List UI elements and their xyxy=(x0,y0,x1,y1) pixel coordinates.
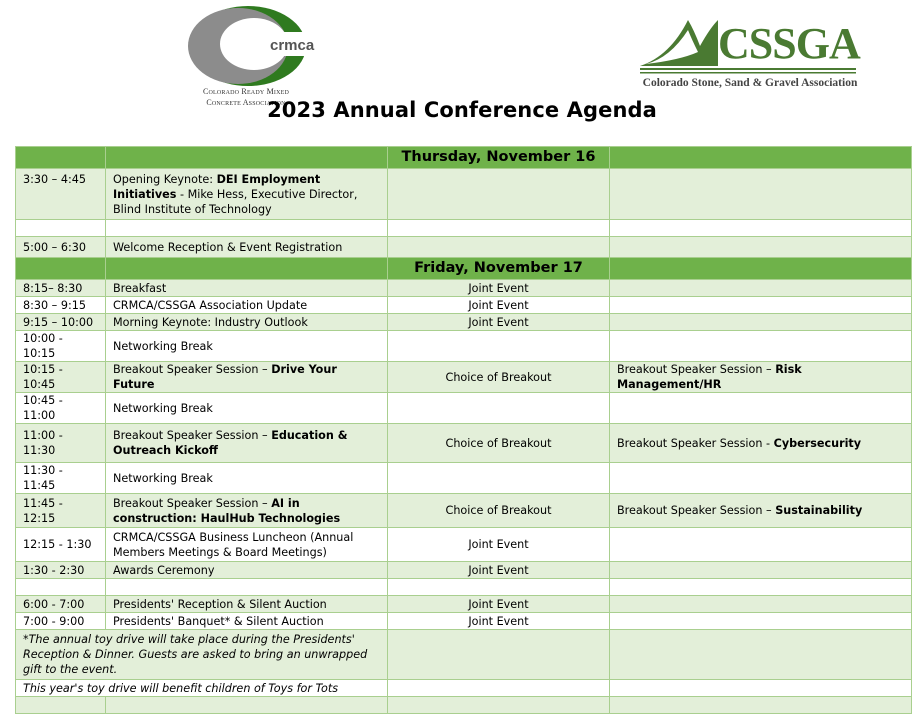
breakout-cell xyxy=(610,169,912,220)
breakout-cell xyxy=(610,579,912,596)
session-cell: CRMCA/CSSGA Business Luncheon (Annual Members Meetings & Board Meetings) xyxy=(106,528,388,562)
session-cell: Breakfast xyxy=(106,280,388,297)
session-cell: Networking Break xyxy=(106,331,388,362)
agenda-row xyxy=(16,424,912,463)
session-cell: Morning Keynote: Industry Outlook xyxy=(106,314,388,331)
time-cell: 11:45 - 12:15 xyxy=(16,494,106,528)
session-cell: Breakout Speaker Session – Education & Outreach Kickoff xyxy=(106,424,388,463)
breakout-cell xyxy=(610,463,912,494)
format-cell: Joint Event xyxy=(388,280,610,297)
agenda-row xyxy=(16,220,912,237)
session-cell: Awards Ceremony xyxy=(106,562,388,579)
breakout-cell xyxy=(610,331,912,362)
breakout-cell: Breakout Speaker Session – Sustainability xyxy=(610,494,912,528)
time-cell: 10:15 - 10:45 xyxy=(16,362,106,393)
time-cell xyxy=(16,220,106,237)
format-cell xyxy=(388,579,610,596)
session-cell: Presidents' Reception & Silent Auction xyxy=(106,596,388,613)
time-cell: 1:30 - 2:30 xyxy=(16,562,106,579)
day-label: Friday, November 17 xyxy=(388,258,610,280)
session-cell: Networking Break xyxy=(106,463,388,494)
agenda-row xyxy=(16,297,912,314)
time-cell: 7:00 - 9:00 xyxy=(16,613,106,630)
breakout-cell xyxy=(610,393,912,424)
agenda-row xyxy=(16,562,912,579)
session-cell: Breakout Speaker Session – AI in construction: HaulHub Technologies xyxy=(106,494,388,528)
agenda-row xyxy=(16,314,912,331)
toy-drive-note: *The annual toy drive will take place during the Presidents' Reception & Dinner. Guests are asked to bring an unwrapped gift to the event. xyxy=(16,630,388,680)
agenda-row xyxy=(16,237,912,258)
agenda-row xyxy=(16,463,912,494)
crmca-mark-text: crmca xyxy=(270,37,315,54)
time-cell: 6:00 - 7:00 xyxy=(16,596,106,613)
format-cell xyxy=(388,463,610,494)
agenda-row xyxy=(16,280,912,297)
breakout-cell xyxy=(610,280,912,297)
breakout-cell xyxy=(610,562,912,579)
time-cell: 10:00 - 10:15 xyxy=(16,331,106,362)
format-cell: Joint Event xyxy=(388,314,610,331)
agenda-row xyxy=(16,362,912,393)
day-label: Thursday, November 16 xyxy=(388,147,610,169)
time-cell: 8:15– 8:30 xyxy=(16,280,106,297)
agenda-row xyxy=(16,393,912,424)
session-cell xyxy=(106,579,388,596)
breakout-cell xyxy=(610,237,912,258)
agenda-row xyxy=(16,494,912,528)
session-cell: CRMCA/CSSGA Association Update xyxy=(106,297,388,314)
session-cell: Opening Keynote: DEI Employment Initiatives - Mike Hess, Executive Director, Blind Institute of Technology xyxy=(106,169,388,220)
format-cell: Joint Event xyxy=(388,596,610,613)
format-cell: Choice of Breakout xyxy=(388,424,610,463)
cssga-subtitle: Colorado Stone, Sand & Gravel Association xyxy=(642,77,858,89)
breakout-cell xyxy=(610,220,912,237)
day-header-friday xyxy=(16,258,912,280)
format-cell: Choice of Breakout xyxy=(388,494,610,528)
session-cell: Presidents' Banquet* & Silent Auction xyxy=(106,613,388,630)
agenda-row xyxy=(16,613,912,630)
breakout-cell: Breakout Speaker Session – Risk Management/HR xyxy=(610,362,912,393)
cssga-wordmark: CSSGA xyxy=(718,19,860,68)
agenda-row xyxy=(16,697,912,714)
time-cell: 11:30 - 11:45 xyxy=(16,463,106,494)
session-cell: Breakout Speaker Session – Drive Your Future xyxy=(106,362,388,393)
note-row xyxy=(16,630,912,680)
time-cell: 11:00 - 11:30 xyxy=(16,424,106,463)
breakout-cell xyxy=(610,314,912,331)
time-cell xyxy=(16,579,106,596)
agenda-row xyxy=(16,579,912,596)
format-cell xyxy=(388,169,610,220)
breakout-cell xyxy=(610,297,912,314)
breakout-cell: Breakout Speaker Session - Cybersecurity xyxy=(610,424,912,463)
day-header-thursday xyxy=(16,147,912,169)
time-cell: 12:15 - 1:30 xyxy=(16,528,106,562)
note-row xyxy=(16,680,912,697)
page-title: 2023 Annual Conference Agenda xyxy=(267,98,657,122)
breakout-cell xyxy=(610,596,912,613)
breakout-cell xyxy=(610,528,912,562)
agenda-row xyxy=(16,169,912,220)
agenda-table xyxy=(15,146,912,714)
format-cell: Joint Event xyxy=(388,297,610,314)
session-cell: Networking Break xyxy=(106,393,388,424)
format-cell: Joint Event xyxy=(388,562,610,579)
time-cell: 3:30 – 4:45 xyxy=(16,169,106,220)
time-cell: 10:45 - 11:00 xyxy=(16,393,106,424)
crmca-caption-line1: Colorado Ready Mixed xyxy=(202,87,290,96)
format-cell xyxy=(388,331,610,362)
format-cell xyxy=(388,393,610,424)
session-cell: Welcome Reception & Event Registration xyxy=(106,237,388,258)
format-cell: Joint Event xyxy=(388,528,610,562)
time-cell: 5:00 – 6:30 xyxy=(16,237,106,258)
format-cell: Joint Event xyxy=(388,613,610,630)
format-cell xyxy=(388,237,610,258)
time-cell: 8:30 – 9:15 xyxy=(16,297,106,314)
crmca-caption-line2: Concrete Association xyxy=(206,98,286,107)
agenda-row xyxy=(16,528,912,562)
session-cell xyxy=(106,220,388,237)
toy-drive-beneficiary-note: This year's toy drive will benefit children of Toys for Tots xyxy=(16,680,388,697)
agenda-row xyxy=(16,596,912,613)
breakout-cell xyxy=(610,613,912,630)
format-cell: Choice of Breakout xyxy=(388,362,610,393)
format-cell xyxy=(388,220,610,237)
time-cell: 9:15 – 10:00 xyxy=(16,314,106,331)
agenda-row xyxy=(16,331,912,362)
